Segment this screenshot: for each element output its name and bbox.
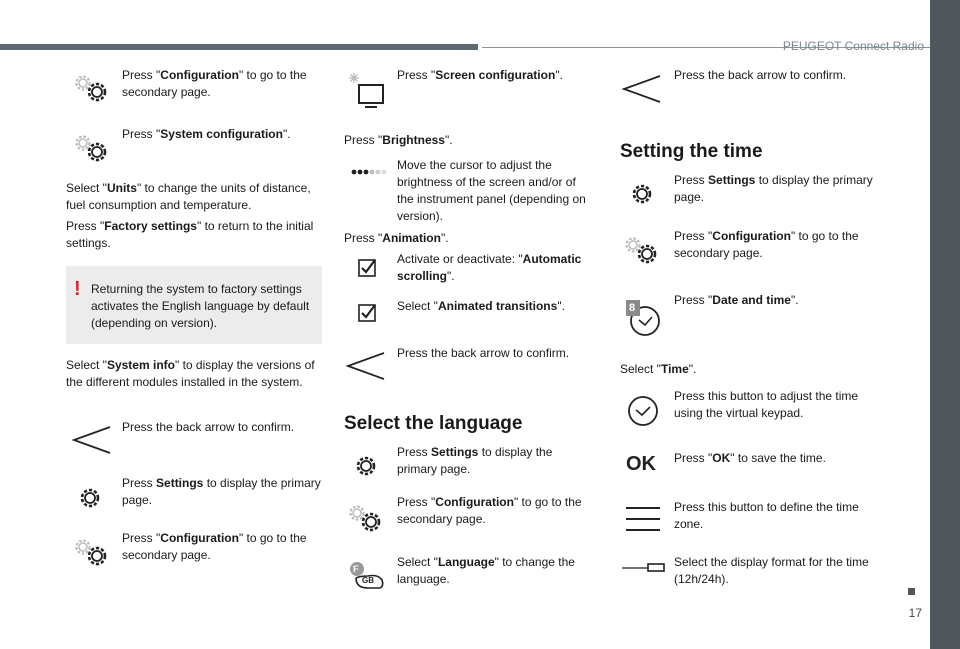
settings-icon	[76, 484, 106, 514]
brightness-cursor-icon	[350, 164, 394, 180]
checkbox-icon-2	[358, 301, 378, 323]
config-instruction-4: Press "Configuration" to go to the secondary page.	[674, 229, 859, 260]
config-instruction-2: Press "Configuration" to go to the secondary page.	[122, 531, 307, 562]
language-heading: Select the language	[344, 413, 523, 434]
language-icon-top: F	[353, 564, 359, 574]
ok-instruction: Press "OK" to save the time.	[674, 451, 826, 465]
configuration-icon-4	[622, 232, 662, 270]
datetime-instruction: Press "Date and time".	[674, 293, 799, 307]
settings-instruction-3: Press Settings to display the primary page.	[674, 173, 873, 204]
config-instruction-3: Press "Configuration" to go to the secondary page.	[397, 495, 582, 526]
page-number: 17	[908, 606, 922, 620]
checkbox-icon	[358, 256, 378, 278]
back-arrow-icon	[70, 423, 114, 457]
menu-icon	[624, 504, 662, 534]
factory-instruction: Press "Factory settings" to return to the initial settings.	[66, 219, 314, 250]
settings-icon-2	[352, 452, 382, 482]
clock-adjust-icon	[626, 394, 660, 428]
cursor-instruction: Move the cursor to adjust the brightness of the screen and/or of the instrument panel (depending on version).	[397, 158, 586, 223]
configuration-icon-3	[346, 500, 386, 538]
system-config-instruction: Press "System configuration".	[122, 127, 291, 141]
brightness-instruction: Press "Brightness".	[344, 133, 453, 147]
zone-instruction: Press this button to define the time zone.	[674, 500, 859, 531]
format-instruction: Select the display format for the time (12h/24h).	[674, 555, 869, 586]
page-marker	[908, 588, 915, 595]
animated-instruction: Select "Animated transitions".	[397, 299, 565, 313]
config-instruction-1: Press "Configuration" to go to the secondary page.	[122, 68, 307, 99]
adjust-instruction: Press this button to adjust the time using the virtual keypad.	[674, 389, 859, 420]
header-title: PEUGEOT Connect Radio	[782, 39, 924, 53]
autoscroll-instruction: Activate or deactivate: "Automatic scrolling".	[397, 252, 582, 283]
configuration-icon	[72, 70, 112, 108]
time-instruction: Select "Time".	[620, 362, 697, 376]
back-instruction-2: Press the back arrow to confirm.	[397, 346, 570, 360]
screen-configuration-icon	[344, 70, 388, 110]
format-toggle-icon	[620, 562, 666, 574]
back-arrow-icon-3	[620, 72, 664, 106]
language-icon	[346, 560, 388, 592]
date-time-badge: 8	[629, 302, 636, 314]
configuration-icon-2	[72, 534, 112, 572]
time-heading: Setting the time	[620, 141, 763, 162]
header-bar	[0, 44, 478, 50]
back-instruction-3: Press the back arrow to confirm.	[674, 68, 847, 82]
side-strip	[930, 0, 960, 649]
settings-instruction-1: Press Settings to display the primary page.	[122, 476, 321, 507]
animation-instruction: Press "Animation".	[344, 231, 449, 245]
warning-text: Returning the system to factory settings activates the English language by default (depending on version).	[91, 282, 310, 330]
sysinfo-instruction: Select "System info" to display the versions of the different modules installed in the system.	[66, 358, 315, 389]
date-time-icon	[624, 298, 664, 338]
back-instruction-1: Press the back arrow to confirm.	[122, 420, 295, 434]
settings-icon-3	[628, 180, 658, 210]
screen-config-instruction: Press "Screen configuration".	[397, 68, 563, 82]
language-instruction: Select "Language" to change the language.	[397, 555, 575, 586]
system-configuration-icon	[72, 130, 112, 168]
settings-instruction-2: Press Settings to display the primary page.	[397, 445, 553, 476]
ok-icon: OK	[626, 453, 656, 475]
units-instruction: Select "Units" to change the units of distance, fuel consumption and temperature.	[66, 181, 311, 212]
language-icon-bottom: GB	[362, 576, 374, 585]
warning-icon: !	[74, 278, 81, 300]
back-arrow-icon-2	[344, 349, 388, 383]
